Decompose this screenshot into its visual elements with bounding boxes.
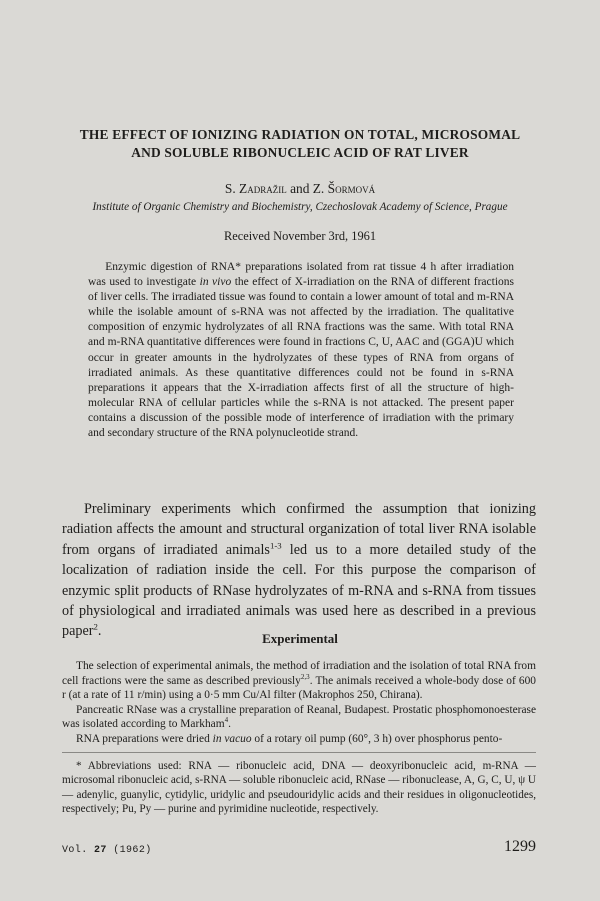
introduction [62, 499, 536, 642]
exp-p2-citation: 4 [224, 716, 229, 725]
article-title [40, 126, 560, 162]
intro-citation-1: 1-3 [269, 540, 282, 551]
footnote-divider [62, 752, 536, 753]
section-heading-experimental: Experimental [262, 631, 338, 646]
exp-p2-text-2: . [228, 718, 231, 731]
exp-p1-text-2: . The animals received a whole-body dose of 600 r (at a rate of 11 r/min) using a 0·5 mm Cu/Al filter (Makrophos 250, Chirana). [62, 674, 536, 702]
footnote [62, 759, 536, 817]
intro-text-1: Preliminary experiments which confirmed the assumption that ionizing radiation affects the amount and structural organization of total liver RNA isolable from organs of irradiated animals [62, 501, 536, 558]
abstract-paragraph [88, 260, 514, 441]
abstract [88, 260, 514, 441]
experimental-paragraph-1 [62, 659, 536, 703]
volume-label: Vol. [62, 845, 95, 856]
volume-info [62, 845, 152, 856]
intro-text-2: led us to a more detailed study of the localization of radiation inside the cell. For this purpose the comparison of enzymic split products of RNase hydrolyzates of m-RNA and s-RNA from tissues of physiological and irradiated animals was used here as described in a previous paper [62, 541, 536, 640]
author-1-surname: adražil [247, 181, 287, 196]
intro-text-3: . [97, 623, 102, 640]
received-date: Received November 3rd, 1961 [223, 229, 377, 243]
title-line-1: THE EFFECT OF IONIZING RADIATION ON TOTAL, MICROSOMAL [79, 127, 521, 142]
exp-p3-text-2: of a rotary oil pump (60°, 3 h) over phosphorus pento- [251, 732, 503, 745]
volume-number: 27 [94, 845, 107, 856]
intro-citation-2: 2 [93, 621, 98, 632]
author-2-surname: ormová [335, 181, 376, 196]
exp-p1-citation: 2,3 [300, 672, 310, 681]
author-line [0, 181, 600, 197]
footnote-abbreviations: * Abbreviations used: RNA — ribonucleic acid, DNA — deoxyribonucleic acid, m-RNA — microsomal ribonucleic acid, s-RNA — soluble ribonucleic acid, RNase — ribonuclease, A, G, C, U, ψ U — adenylic, guanylic, cytidylic, uridylic and pseudouridylic acids and their residues in oligonucleotides, respectively; Pu, Py — purine and pyrimidine nucleotide, respectively. [62, 760, 536, 816]
exp-p3-in-vacuo: in vacuo [212, 732, 252, 745]
author-1-initial: S. Z [224, 181, 248, 196]
abstract-text-1: Enzymic digestion of RNA* preparations isolated from rat tissue 4 h after irradiation was used to investigate [88, 261, 514, 289]
exp-p3-text-1: RNA preparations were dried [76, 732, 213, 745]
page-number: 1299 [504, 838, 536, 855]
experimental-body [62, 659, 536, 747]
abstract-in-vivo: in vivo [199, 276, 232, 289]
intro-paragraph [62, 499, 536, 642]
experimental-paragraph-3 [62, 732, 536, 747]
exp-p2-text-1: Pancreatic RNase was a crystalline preparation of Reanal, Budapest. Prostatic phosphomonoesterase was isolated according to Markham [62, 703, 536, 731]
affiliation: Institute of Organic Chemistry and Biochemistry, Czechoslovak Academy of Science, Prague [92, 201, 508, 213]
title-line-2: AND SOLUBLE RIBONUCLEIC ACID OF RAT LIVER [131, 145, 469, 160]
abstract-text-2: the effect of X-irradiation on the RNA of different fractions of liver cells. The irradiated tissue was found to contain a lower amount of total and m-RNA while the isolable amount of s-RNA was not affected by the irradiation. The qualitative composition of enzymic hydrolyzates of all RNA fractions was the same. With total RNA and m-RNA quantitative differences were found in fractions C, U, AAC and (GGA)U which occur in greater amounts in the hydrolyzates of these types of RNA from organs of irradiated animals. As these quantitative differences could not be found in s-RNA preparations it appears that the X-irradiation affects first of all the structure of high-molecular RNA of cellular particles while the s-RNA is not attacked. The present paper contains a discussion of the possible mode of interference of irradiation with the primary and secondary structure of the RNA polynucleotide strand. [88, 276, 514, 440]
exp-p1-text-1: The selection of experimental animals, the method of irradiation and the isolation of total RNA from cell fractions were the same as described previously [62, 660, 536, 687]
volume-year: (1962) [106, 845, 152, 856]
author-connector: and Z. Š [286, 181, 336, 196]
experimental-paragraph-2 [62, 703, 536, 732]
